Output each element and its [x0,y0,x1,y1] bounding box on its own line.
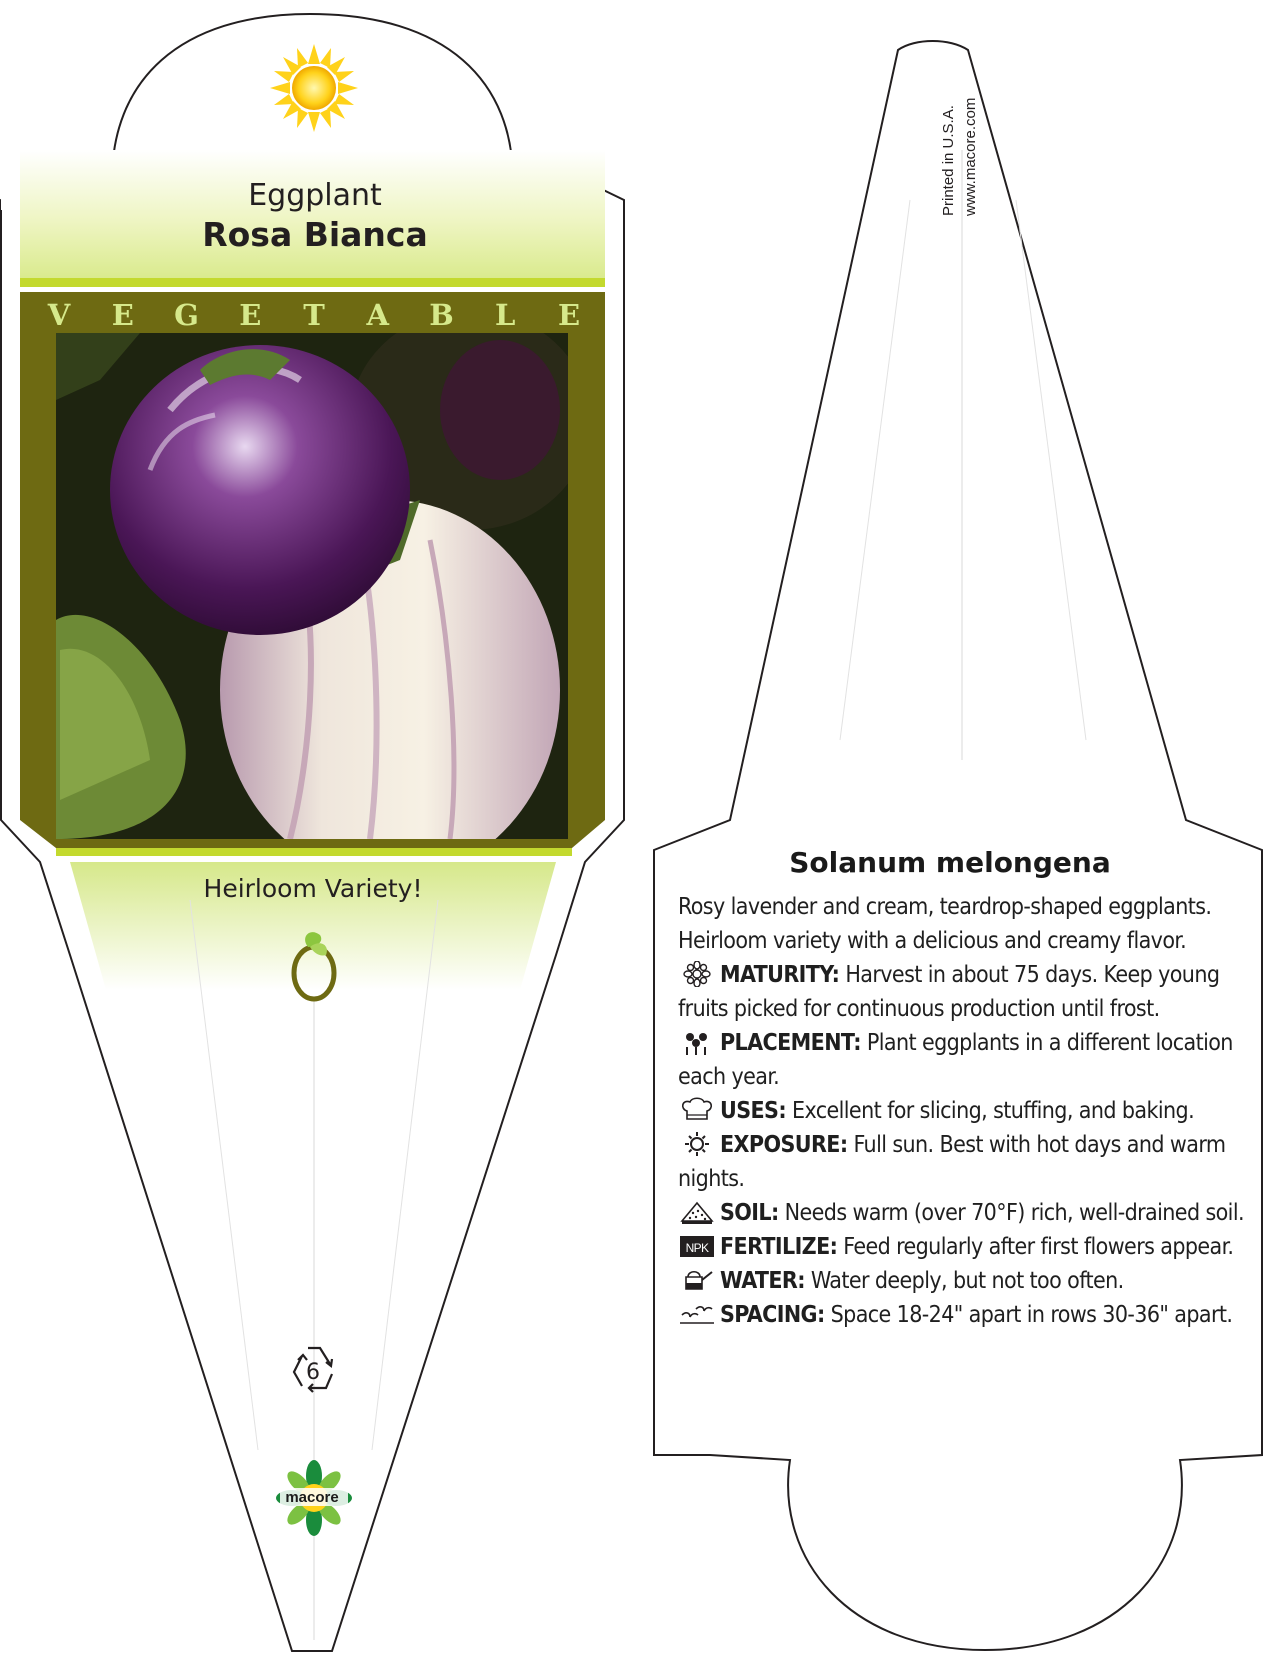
care-item-soil [678,1196,1263,1230]
variety-name: Rosa Bianca [202,215,428,254]
care-item-spacing [678,1298,1263,1332]
care-text: Feed regularly after first flowers appear. [843,1234,1234,1260]
care-text: Excellent for slicing, stuffing, and baking. [792,1098,1195,1124]
category-letter: L [495,298,516,332]
botanical-name: Solanum melongena [789,846,1111,879]
category-letter: A [366,298,389,332]
description: Rosy lavender and cream, teardrop-shaped eggplants. Heirloom variety with a delicious and creamy flavor. [678,894,1212,954]
care-label: SPACING: [720,1302,825,1328]
care-label: SOIL: [720,1200,779,1226]
care-text: Space 18-24" apart in rows 30-36" apart. [830,1302,1233,1328]
care-text: Needs warm (over 70°F) rich, well-drained soil. [784,1200,1244,1226]
care-item-maturity [678,958,1263,1026]
care-item-water [678,1264,1263,1298]
sun-icon [270,44,358,132]
soil-icon [678,1199,716,1225]
flower-icon [678,961,716,987]
care-text: Water deeply, but not too often. [810,1268,1124,1294]
eggplant-photo [56,310,590,880]
front-tag [1,14,624,1651]
care-text: Plant eggplants in a different location each year. [678,1030,1233,1090]
recycle-number: 6 [306,1360,320,1385]
printed-in-label: Printed in U.S.A. [940,105,957,216]
care-item-exposure [678,1128,1263,1196]
category-letter: E [557,298,581,332]
care-label: EXPOSURE: [720,1132,848,1158]
care-label: FERTILIZE: [720,1234,838,1260]
category-letter: E [239,298,262,332]
chef-hat-icon [678,1097,716,1123]
care-instructions [678,890,1263,1332]
care-item-uses [678,1094,1263,1128]
care-label: WATER: [720,1268,805,1294]
tagline: Heirloom Variety! [203,874,423,903]
brand-name: macore [285,1489,339,1506]
npk-icon [678,1233,716,1259]
sun-outline-icon [678,1131,716,1157]
website-label: www.macore.com [962,97,979,216]
npk-icon-text: NPK [685,1241,709,1255]
category-letter: V [47,298,71,332]
category-letter: T [303,298,325,332]
care-label: PLACEMENT: [720,1030,861,1056]
spacing-icon [678,1301,716,1327]
care-label: USES: [720,1098,787,1124]
category-letter: E [111,298,134,332]
category-banner [44,298,584,332]
care-item-fertilize [678,1230,1263,1264]
care-label: MATURITY: [720,962,840,988]
category-letter: G [174,298,199,332]
common-name: Eggplant [248,178,382,213]
care-text: Full sun. Best with hot days and warm nights. [678,1132,1226,1192]
care-text: Harvest in about 75 days. Keep young fruits picked for continuous production until frost. [678,962,1220,1022]
flowers-icon [678,1029,716,1055]
watering-can-icon [678,1267,716,1293]
category-letter: B [429,298,454,332]
care-item-placement [678,1026,1263,1094]
